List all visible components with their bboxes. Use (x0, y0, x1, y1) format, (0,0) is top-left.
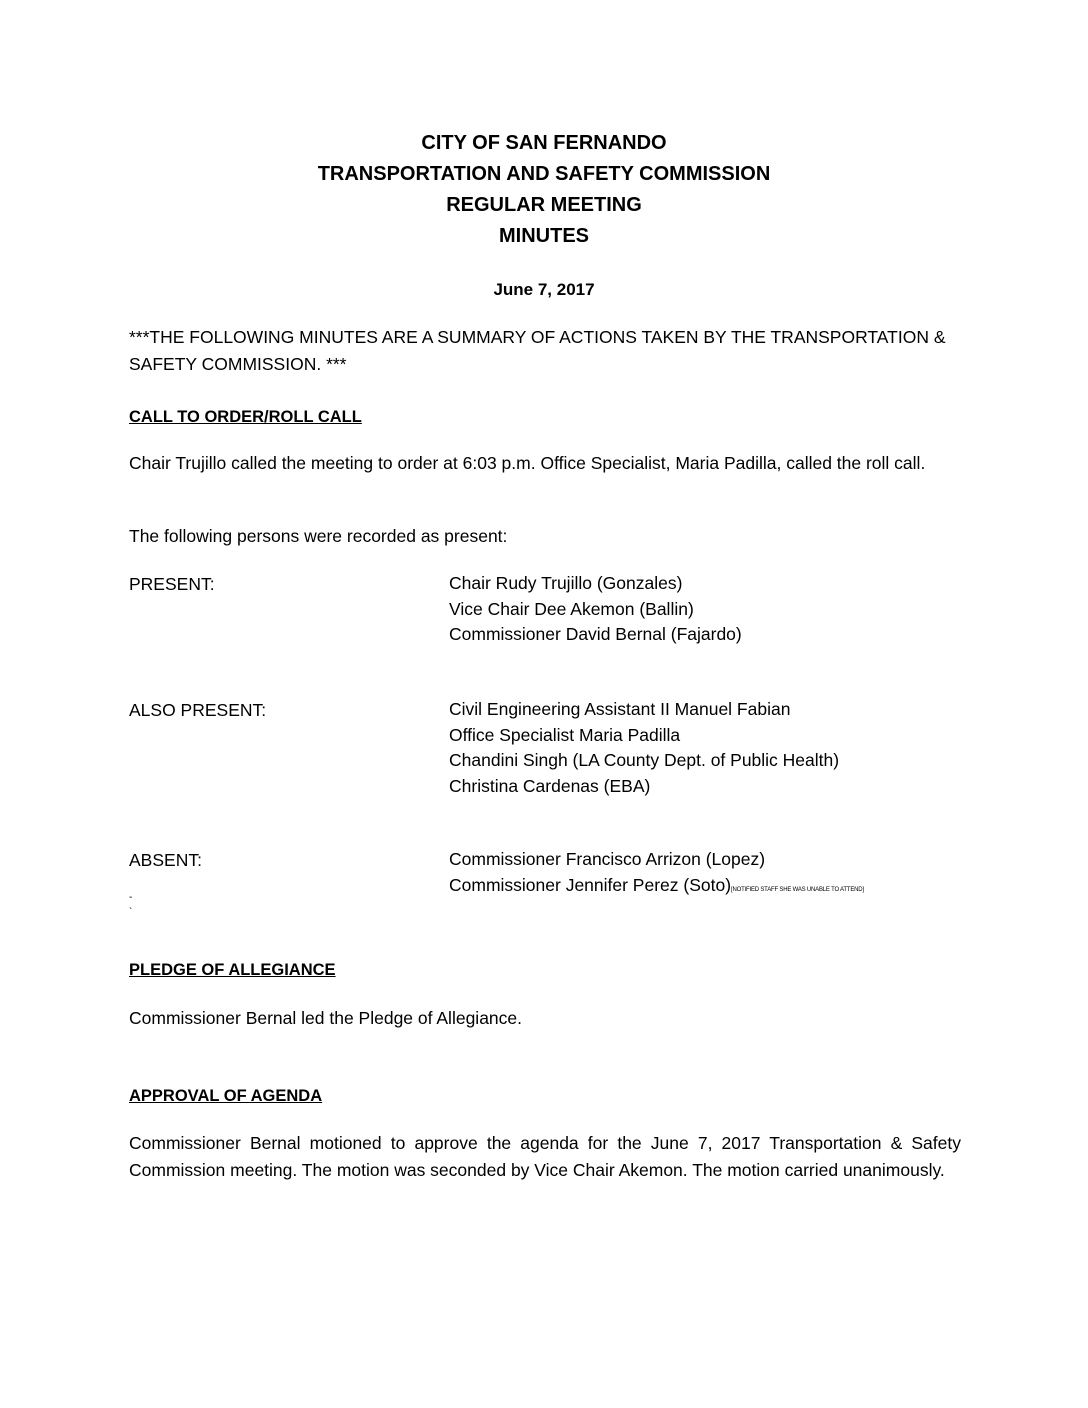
present-member: Commissioner David Bernal (Fajardo) (449, 624, 742, 644)
stray-mark: - (129, 892, 133, 903)
absent-member-row (449, 873, 864, 899)
summary-notice: ***THE FOLLOWING MINUTES ARE A SUMMARY OF ACTIONS TAKEN BY THE TRANSPORTATION & SAFETY COMMISSION. *** (129, 327, 946, 374)
present-list (449, 571, 742, 648)
call-to-order-heading: CALL TO ORDER/ROLL CALL (129, 408, 362, 426)
also-present-list (449, 697, 839, 799)
call-to-order-text: Chair Trujillo called the meeting to order at 6:03 p.m. Office Specialist, Maria Padilla, called the roll call. (129, 453, 926, 473)
stray-mark: ` (129, 907, 133, 918)
absent-note: [NOTIFIED STAFF SHE WAS UNABLE TO ATTEND] (731, 886, 864, 893)
agenda-text: Commissioner Bernal motioned to approve the agenda for the June 7, 2017 Transportation & Safety Commission meeting. The motion was seconded by Vice Chair Akemon. The motion carried unanimously. (129, 1133, 961, 1180)
also-present-member: Office Specialist Maria Padilla (449, 724, 681, 745)
absent-member: Commissioner Francisco Arrizon (Lopez) (449, 849, 766, 869)
also-present-label: ALSO PRESENT: (129, 700, 267, 720)
present-label: PRESENT: (129, 574, 215, 594)
meeting-type-title: REGULAR MEETING (446, 194, 642, 216)
present-member: Chair Rudy Trujillo (Gonzales) (449, 573, 683, 593)
absent-list (449, 847, 864, 898)
absent-label: ABSENT: (129, 850, 202, 870)
present-member: Vice Chair Dee Akemon (Ballin) (449, 598, 694, 619)
meeting-date: June 7, 2017 (493, 280, 595, 299)
commission-title: TRANSPORTATION AND SAFETY COMMISSION (317, 163, 771, 185)
minutes-title: MINUTES (499, 225, 589, 247)
pledge-text: Commissioner Bernal led the Pledge of Allegiance. (129, 1008, 522, 1028)
attendance-intro: The following persons were recorded as present: (129, 526, 508, 546)
absent-member: Commissioner Jennifer Perez (Soto) (449, 874, 732, 895)
pledge-heading: PLEDGE OF ALLEGIANCE (129, 961, 336, 979)
also-present-member: Civil Engineering Assistant II Manuel Fabian (449, 699, 791, 719)
also-present-member: Christina Cardenas (EBA) (449, 775, 651, 796)
city-title: CITY OF SAN FERNANDO (421, 132, 667, 154)
also-present-member: Chandini Singh (LA County Dept. of Public Health) (449, 750, 840, 770)
agenda-heading: APPROVAL OF AGENDA (129, 1087, 323, 1105)
